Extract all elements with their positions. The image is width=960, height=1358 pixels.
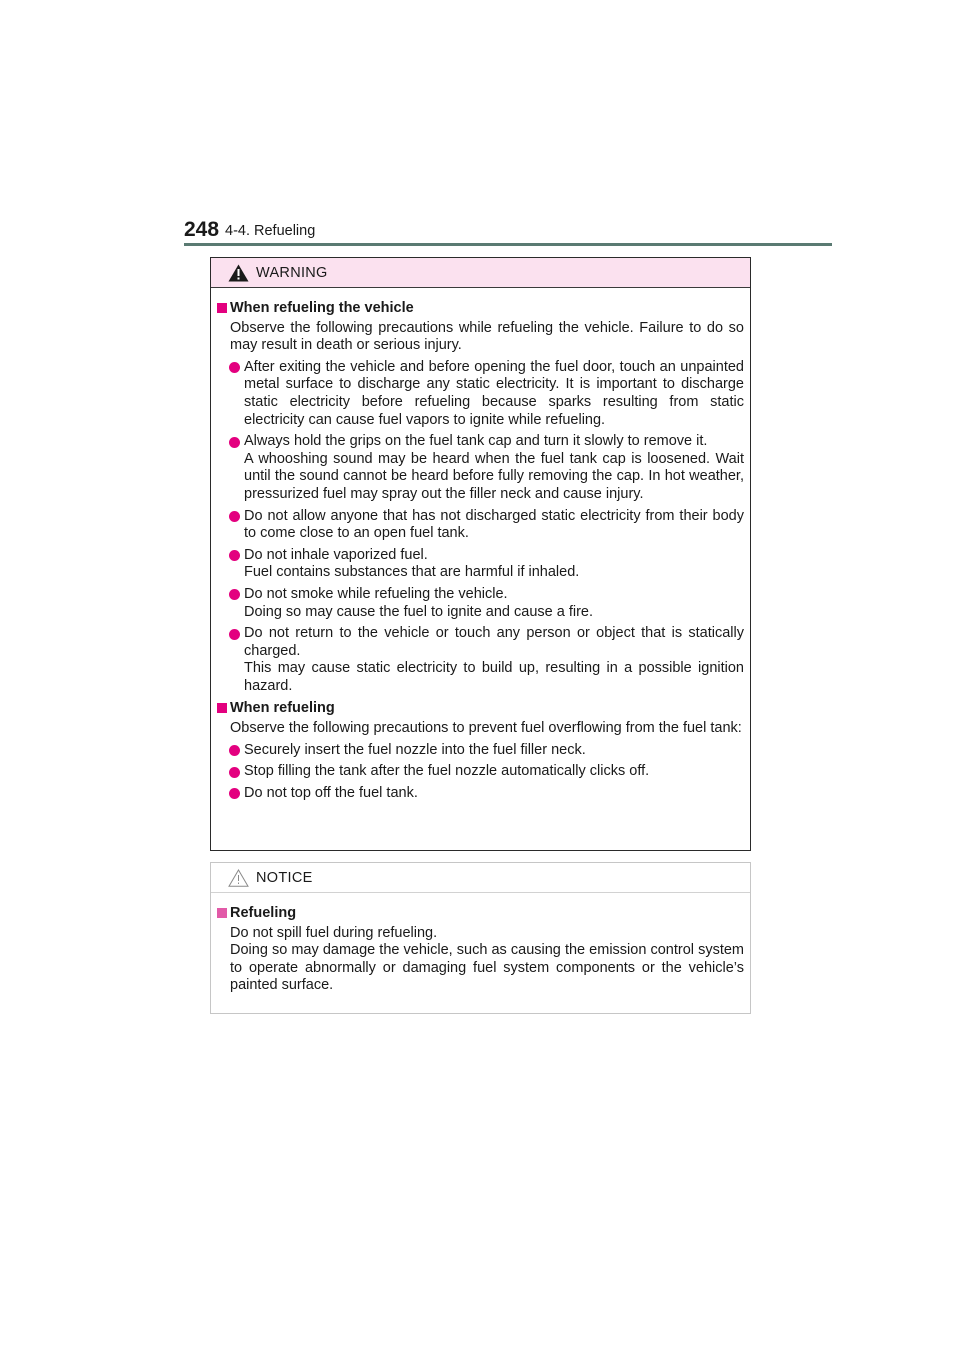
- list-item: Always hold the grips on the fuel tank cap and turn it slowly to remove it. A whooshing sound may be heard when the fuel tank cap is loosened. Wait until the sound cannot be heard before fully removing the cap. In hot weather, pressurized fuel may spray out the filler neck and cause injury.: [217, 433, 744, 503]
- list-item: Do not top off the fuel tank.: [217, 785, 744, 803]
- notice-box: [210, 862, 751, 1014]
- warning-triangle-icon: [228, 264, 249, 282]
- list-item: After exiting the vehicle and before opening the fuel door, touch an unpainted metal surface to discharge any static electricity. It is important to discharge static electricity before refueling because sparks resulting from static electricity can cause fuel vapors to ignite while refueling.: [217, 359, 744, 429]
- warning-intro: Observe the following precautions to prevent fuel overflowing from the fuel tank:: [230, 720, 742, 737]
- notice-line: Doing so may damage the vehicle, such as causing the emission control system to operate abnormally or damaging fuel system components or the vehicle’s painted surface.: [230, 942, 744, 994]
- list-item: Do not smoke while refueling the vehicle. Doing so may cause the fuel to ignite and cause a fire.: [217, 586, 744, 621]
- square-bullet-icon: [217, 703, 227, 713]
- notice-section-title: Refueling: [217, 905, 744, 923]
- warning-box: [210, 257, 751, 851]
- warning-intro: Observe the following precautions while refueling the vehicle. Failure to do so may result in death or serious injury.: [230, 319, 744, 354]
- square-bullet-icon: [217, 303, 227, 313]
- warning-label: WARNING: [256, 265, 328, 281]
- list-item: Do not return to the vehicle or touch any person or object that is statically charged. This may cause static electricity to build up, resulting in a possible ignition hazard.: [217, 625, 744, 695]
- circle-bullet-icon: [229, 589, 240, 600]
- notice-body: [211, 893, 750, 995]
- notice-label: NOTICE: [256, 870, 313, 886]
- warning-body: [211, 288, 750, 802]
- notice-line: Do not spill fuel during refueling.: [230, 924, 438, 941]
- circle-bullet-icon: [229, 362, 240, 373]
- list-item: Stop filling the tank after the fuel nozzle automatically clicks off.: [217, 763, 744, 781]
- page-number: 248: [184, 218, 220, 241]
- square-bullet-icon: [217, 908, 227, 918]
- warning-header: [211, 258, 750, 288]
- list-item: Do not allow anyone that has not discharged static electricity from their body to come close to an open fuel tank.: [217, 508, 744, 543]
- warning-section-title: When refueling: [217, 700, 744, 718]
- page-header: [184, 218, 832, 248]
- list-item: Do not inhale vaporized fuel. Fuel contains substances that are harmful if inhaled.: [217, 547, 744, 582]
- warning-section-title: When refueling the vehicle: [217, 300, 744, 318]
- circle-bullet-icon: [229, 767, 240, 778]
- circle-bullet-icon: [229, 629, 240, 640]
- circle-bullet-icon: [229, 550, 240, 561]
- circle-bullet-icon: [229, 745, 240, 756]
- notice-header: [211, 863, 750, 893]
- circle-bullet-icon: [229, 788, 240, 799]
- section-title: 4-4. Refueling: [225, 223, 316, 239]
- list-item: Securely insert the fuel nozzle into the fuel filler neck.: [217, 742, 744, 760]
- circle-bullet-icon: [229, 511, 240, 522]
- caution-triangle-outline-icon: [228, 869, 249, 887]
- header-rule: [184, 243, 832, 246]
- circle-bullet-icon: [229, 437, 240, 448]
